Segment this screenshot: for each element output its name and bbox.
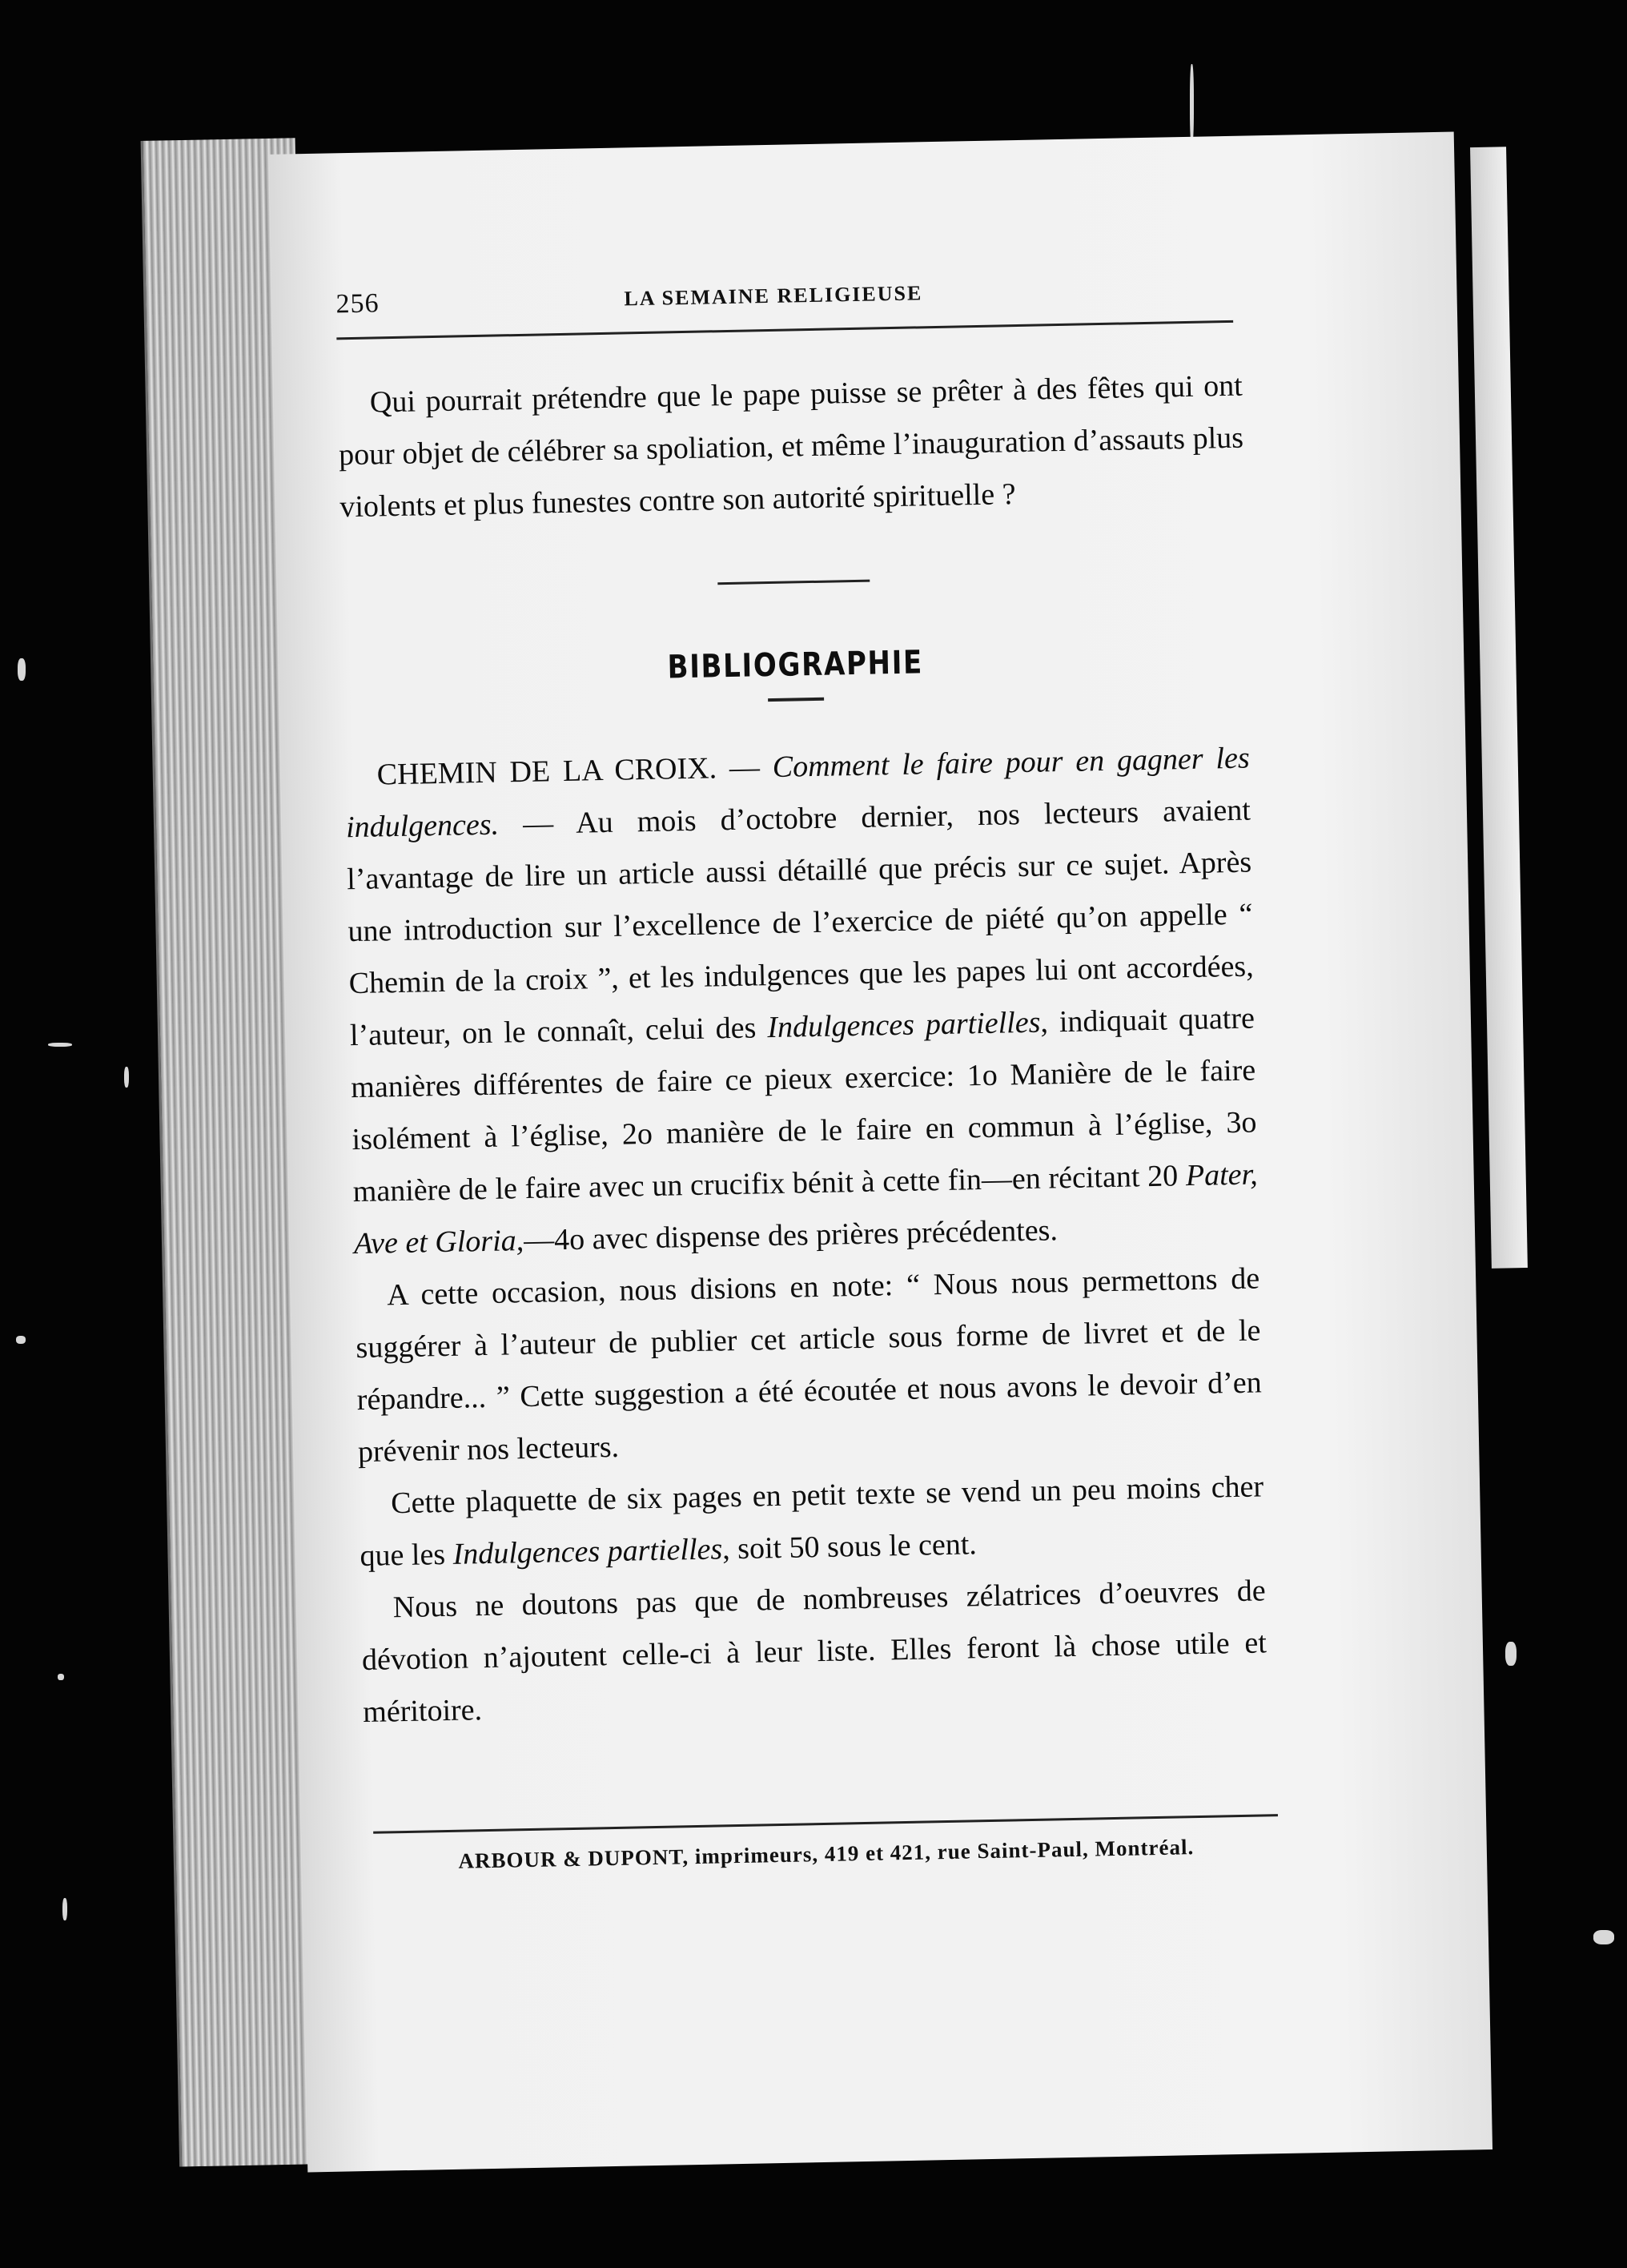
bibliography-entry — [344, 733, 1259, 1271]
entry-subtitle: Comment le faire pour en gagner les indulgences. — [345, 741, 1251, 845]
next-page-edge — [1470, 147, 1528, 1269]
dust-speck — [16, 1336, 26, 1344]
price-text: Cette plaquette de six pages en petit texte se vend un peu moins cher que les — [360, 1470, 1264, 1574]
entry-text: , indiquait quatre manières différentes de faire ce pieux exercice: 1o Manière de le faire isolément à l’église, 2o manière de le faire en commun à l’église, 3o manière de le faire avec un crucifix bénit à cette fin—en récitant 20 — [350, 1001, 1257, 1209]
section-divider — [717, 580, 870, 585]
paragraph-price — [359, 1461, 1265, 1582]
dust-speck — [62, 1898, 67, 1920]
printer-imprint: ARBOUR & DUPONT, imprimeurs, 419 et 421, rue Saint-Paul, Montréal. — [458, 1835, 1195, 1873]
entry-prayers: Pater, Ave et Gloria, — [353, 1157, 1259, 1261]
entry-text: — Au mois d’octobre dernier, nos lecteurs avaient l’avantage de lire un article aussi détaillé que précis sur ce sujet. Après une introduction sur l’excellence de l’exercice de piété qu’on appelle “ Chemin de la croix ”, et les indulgences que les papes lui ont accordées, l’auteur, on le connaît, celui des — [346, 793, 1255, 1053]
section-heading: BIBLIOGRAPHIE — [667, 644, 924, 686]
dust-speck — [1593, 1930, 1614, 1944]
page-number: 256 — [335, 288, 380, 320]
price-text: , soit 50 sous le cent. — [721, 1527, 978, 1566]
running-title: LA SEMAINE RELIGIEUSE — [624, 281, 923, 311]
dust-speck — [1505, 1642, 1517, 1666]
header-rule — [336, 320, 1233, 340]
entry-reference-title: Indulgences partielles — [766, 1005, 1041, 1045]
open-book — [141, 115, 1493, 2190]
paragraph-note: A cette occasion, nous disions en note: “ Nous nous permettons de suggérer à l’auteur de publier cet article sous forme de livret et de le répandre... ” Cette suggestion a été écoutée et nous avons le devoir d’en prévenir nos lecteurs. — [356, 1261, 1263, 1470]
opening-paragraph: Qui pourrait prétendre que le pape puisse se prêter à des fêtes qui ont pour objet de célébrer sa spoliation, et même l’inauguration d’assauts plus violents et plus funestes contre son autorité spirituelle ? — [338, 368, 1244, 525]
dust-speck — [124, 1067, 129, 1088]
price-reference-title: Indulgences partielles — [452, 1532, 723, 1571]
entry-dash: — — [716, 750, 773, 786]
dust-speck — [58, 1674, 64, 1680]
dust-speck — [18, 658, 26, 681]
entry-title: CHEMIN DE LA CROIX. — [376, 751, 717, 792]
heading-underline — [768, 698, 824, 702]
entry-text: —4o avec dispense des prières précédentes. — [523, 1213, 1059, 1258]
paragraph-closing: Nous ne doutons pas que de nombreuses zélatrices d’oeuvres de dévotion n’ajoutent celle-ci à leur liste. Elles feront là chose utile et méritoire. — [361, 1574, 1267, 1730]
dust-speck — [48, 1043, 72, 1047]
article-body — [337, 360, 1267, 1739]
